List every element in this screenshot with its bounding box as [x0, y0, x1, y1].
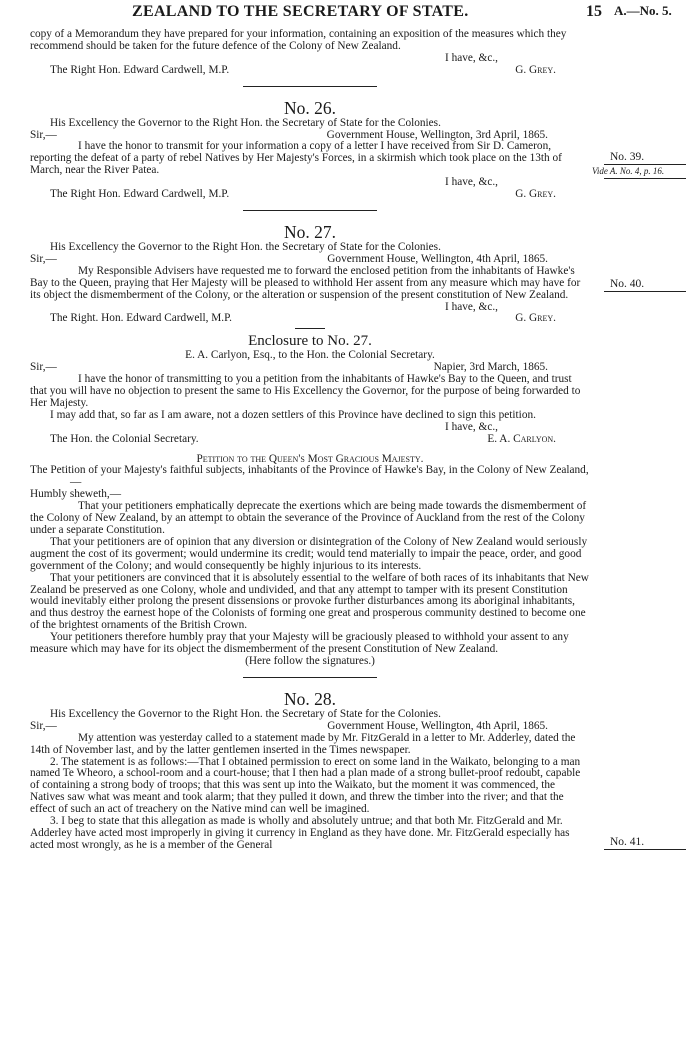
enclosure-place-date: Napier, 3rd March, 1865. — [433, 361, 548, 374]
margin-note-no41: No. 41. — [592, 836, 692, 850]
letter-26-body: I have the honor to transmit for your information a copy of a letter I have received from Sir D. Cameron, reporting the defeat of a party of rebel Natives by Her Majesty's Forces, in a skirmish which took place on the 13th of March, near the River Patea. — [30, 140, 562, 177]
petition-para-2: That your petitioners are of opinion that any diversion or disintegration of the Colony of New Zealand would seriously augment the cost of its goverment; would undermine its credit; would tend materially to impair the peace, order, and good government of the Colony; and would consequently be highly injurious to its interests. — [30, 535, 588, 572]
running-header-title: ZEALAND TO THE SECRETARY OF STATE. — [132, 3, 469, 20]
petition-sheweth: Humbly sheweth,— — [30, 488, 121, 501]
intro-text: copy of a Memorandum they have prepared for your information, containing an exposition of the measures which they recommend should be taken for the future defence of the Colony of New Zealand. — [30, 28, 567, 52]
letter-28-from-to: His Excellency the Governor to the Right Hon. the Secretary of State for the Colonies. — [50, 707, 441, 720]
letter-27-closing: I have, &c., — [444, 300, 498, 313]
enclosure-signature: E. A. Carlyon. — [487, 432, 556, 445]
letter-28-para-3: 3. I beg to state that this allegation as made is wholly and absolutely untrue; and that both Mr. FitzGerald and Mr. Adderley have acted most improperly in giving it currency in England as they have done. Mr. FitzGerald especially has acted most wrongly, as he is a member of the General — [30, 815, 570, 851]
letter-27-place-date: Government House, Wellington, 4th April, 1865. — [327, 252, 548, 265]
letter-27-addressee: The Right. Hon. Edward Cardwell, M.P. — [50, 312, 232, 325]
letter-28-place-date: Government House, Wellington, 4th April, 1865. — [327, 719, 548, 732]
letter-27-heading: No. 27. — [283, 221, 336, 242]
section-rule — [243, 210, 377, 211]
letter-26-addressee: The Right Hon. Edward Cardwell, M.P. — [50, 188, 230, 201]
petition-opening: The Petition of your Majesty's faithful subjects, inhabitants of the Province of Hawke's Bay, in the Colony of New Zealand,— — [30, 464, 589, 489]
document-body — [30, 29, 590, 852]
letter-27-body: My Responsible Advisers have requested me to forward the enclosed petition from the inhabitants of Hawke's Bay to the Queen, praying that Her Majesty will be pleased to withhold Her assent from any measure which may have for its object the dismemberment of the Colony, or the alteration or suspension of the present constitution of New Zealand. — [30, 264, 581, 301]
enclosure-addressee: The Hon. the Colonial Secretary. — [50, 432, 199, 445]
intro-signature: G. Grey. — [515, 63, 556, 76]
letter-26-signature: G. Grey. — [515, 188, 556, 201]
petition-title: Petition to the Queen's Most Gracious Majesty. — [196, 452, 424, 465]
enclosure-heading: Enclosure to No. 27. — [248, 333, 372, 350]
letter-26-closing: I have, &c., — [444, 176, 498, 189]
document-reference: A.—No. 5. — [614, 3, 672, 18]
letter-26-heading: No. 26. — [283, 97, 336, 118]
enclosure-para-2: I may add that, so far as I am aware, not a dozen settlers of this Province have declined to sign this petition. — [50, 408, 536, 421]
petition-para-4: Your petitioners therefore humbly pray that your Majesty will be graciously pleased to withhold your assent to any measure which may have for its object the dismemberment of the present Constitution of New Zealand. — [30, 631, 569, 656]
letter-26-place-date: Government House, Wellington, 3rd April, 1865. — [326, 128, 548, 141]
intro-closing: I have, &c., — [444, 51, 498, 64]
letter-28-para-1: My attention was yesterday called to a statement made by Mr. FitzGerald in a letter to Mr. Adderley, dated the 14th of November last, and by the latter gentlemen inserted in the Times newspaper. — [30, 731, 576, 756]
letter-27-from-to: His Excellency the Governor to the Right Hon. the Secretary of State for the Colonies. — [50, 240, 441, 253]
letter-26-salutation: Sir,— — [30, 128, 57, 141]
letter-28-heading: No. 28. — [283, 688, 336, 709]
margin-note-vide: Vide A. No. 4, p. 16. — [592, 166, 665, 176]
margin-note-no39: No. 39. Vide A. No. 4, p. 16. — [592, 151, 692, 179]
enclosure-from-to: E. A. Carlyon, Esq., to the Hon. the Colonial Secretary. — [185, 349, 435, 362]
letter-27-signature: G. Grey. — [515, 312, 556, 325]
enclosure-salutation: Sir,— — [30, 361, 57, 374]
letter-28-para-2: 2. The statement is as follows:—That I obtained permission to erect on some land in the Waikato, belonging to a man named Te Wheoro, a school-room and a court-house; that I then had a plan made of a strong bullet-proof redoubt, capable of containing a strong body of troops; that this was sent up into the Waikato, but the moment it was commenced, the Natives saw what was meant and took alarm; that they pulled it down, and threw the timber into the river; and that the effect of such an act of treachery on the Native mind can well be imagined. — [30, 755, 581, 816]
section-rule — [243, 86, 377, 87]
section-rule — [243, 677, 377, 678]
enclosure-rule — [295, 328, 325, 329]
margin-note-no40: No. 40. — [592, 278, 692, 292]
letter-26-from-to: His Excellency the Governor to the Right Hon. the Secretary of State for the Colonies. — [50, 116, 441, 129]
petition-signatures-note: (Here follow the signatures.) — [245, 654, 375, 667]
letter-27-salutation: Sir,— — [30, 252, 57, 265]
letter-28-salutation: Sir,— — [30, 719, 57, 732]
petition-para-1: That your petitioners emphatically deprecate the exertions which are being made towards the dismemberment of the Colony of New Zealand, by an attempt to obtain the severance of the Province of Auckland from the rest of the Colony under a separate Constitution. — [30, 500, 587, 536]
petition-para-3: That your petitioners are convinced that it is absolutely essential to the welfare of both races of its inhabitants that New Zealand be preserved as one Colony, whole and undivided, and that any attempt to tamper with its present Constitution would inevitably either prolong the present dissensions or provoke further disturbances among its aboriginal inhabitants, and thus destroy the earnest hope of the Colonists of forming one great and prosperous community destined to become one of the brightest ornaments of the British Crown. — [30, 571, 589, 632]
enclosure-closing: I have, &c., — [444, 420, 498, 433]
intro-addressee: The Right Hon. Edward Cardwell, M.P. — [50, 63, 230, 76]
page-number: 15 — [586, 3, 602, 20]
enclosure-para-1: I have the honor of transmitting to you a petition from the inhabitants of Hawke's Bay to the Queen, and trust that you will have no objection to present the same to His Excellency the Governor, for the purpose of being forwarded to Her Majesty. — [30, 373, 581, 409]
